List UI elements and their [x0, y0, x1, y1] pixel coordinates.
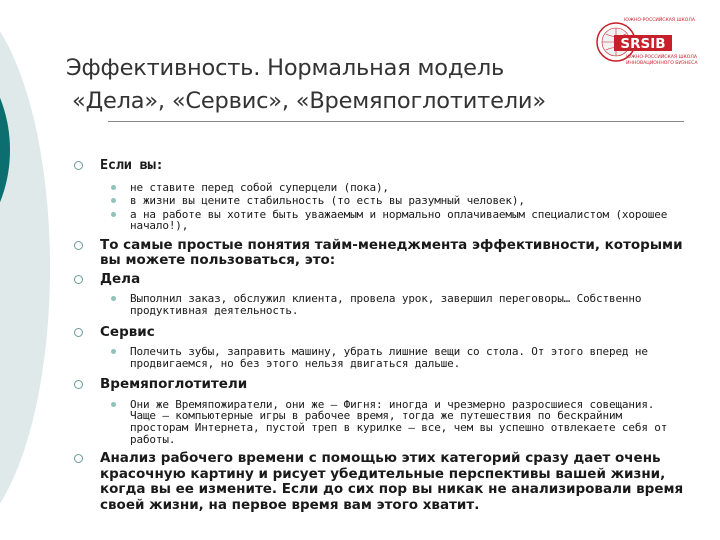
analysis-text: Анализ рабочего времени с помощью этих категорий сразу дает очень красочную картину и рисует убедительные перспективы вашей жизни, когда вы ее измените. Если до сих пор вы никак не анализировали время своей жизни, на первое время вам этого хватит. [100, 450, 684, 513]
list-item [74, 399, 684, 445]
bullet-deals [74, 272, 684, 288]
logo-caption-1: ЮЖНО-РОССИЙСКАЯ ШКОЛА [626, 55, 697, 60]
bullet-if-you [74, 158, 684, 174]
slide-title-line-2: «Дела», «Сервис», «Времяпоглотители» [72, 88, 546, 114]
list-item [74, 346, 684, 369]
list-item [74, 195, 684, 207]
dot-bullet-icon [111, 296, 116, 301]
hollow-bullet-icon [74, 328, 83, 337]
hollow-bullet-icon [74, 161, 83, 170]
heading-if-you: Если вы: [100, 157, 164, 173]
hollow-bullet-icon [74, 275, 83, 284]
bullet-simple-concepts [74, 238, 684, 269]
dot-bullet-icon [111, 198, 116, 203]
heading-service: Сервис [100, 323, 155, 340]
list-item [74, 293, 684, 316]
dot-bullet-icon [111, 402, 116, 407]
list-item [74, 182, 684, 194]
dot-bullet-icon [111, 212, 116, 217]
logo-caption-2: ИННОВАЦИОННОГО БИЗНЕСА [626, 61, 698, 66]
slide-title-line-1: Эффективность. Нормальная модель [66, 55, 505, 81]
simple-concepts-text: То самые простые понятия тайм-менеджмента эффективности, которыми вы можете пользоваться, это: [100, 236, 683, 269]
dot-bullet-icon [111, 185, 116, 190]
slide-body [74, 158, 684, 513]
slide-title [66, 52, 586, 118]
list-item-text: не ставите перед собой суперцели (пока), [130, 180, 389, 194]
bullet-timewasters [74, 377, 684, 393]
hollow-bullet-icon [74, 241, 83, 250]
hollow-bullet-icon [74, 454, 83, 463]
dot-bullet-icon [111, 349, 116, 354]
list-item-text: в жизни вы цените стабильность (то есть вы разумный человек), [130, 194, 525, 208]
hollow-bullet-icon [74, 380, 83, 389]
list-item-text: Они же Времяпожиратели, они же — Фигня: иногда и чрезмерно разросшиеся совещания. Чаще — компьютерные игры в рабочее время, тогда же путешествия по бескрайним просторам Интернета, пустой треп в курилке — все, чем вы успешно отвлекаете себя от работы. [130, 397, 668, 446]
logo-brand: SRSIB [620, 36, 666, 52]
list-item-text: Полечить зубы, заправить машину, убрать лишние вещи со стола. От этого вперед не продвигаемся, но без этого нельзя двигаться дальше. [130, 345, 648, 370]
list-item-text: а на работе вы хотите быть уважаемым и нормально оплачиваемым специалистом (хорошее начало!), [130, 207, 668, 233]
srsib-logo [592, 12, 710, 78]
bullet-service [74, 325, 684, 341]
title-underline [108, 121, 684, 122]
list-item [74, 209, 684, 232]
logo-arc-text: ЮЖНО-РОССИЙСКАЯ ШКОЛА [624, 18, 695, 23]
heading-timewasters: Времяпоглотители [100, 376, 248, 393]
decorative-arc-light [0, 0, 50, 540]
heading-deals: Дела [100, 270, 141, 287]
bullet-analysis [74, 451, 684, 513]
list-item-text: Выполнил заказ, обслужил клиента, провела урок, завершил переговоры… Собственно продуктивная деятельность. [130, 292, 642, 317]
